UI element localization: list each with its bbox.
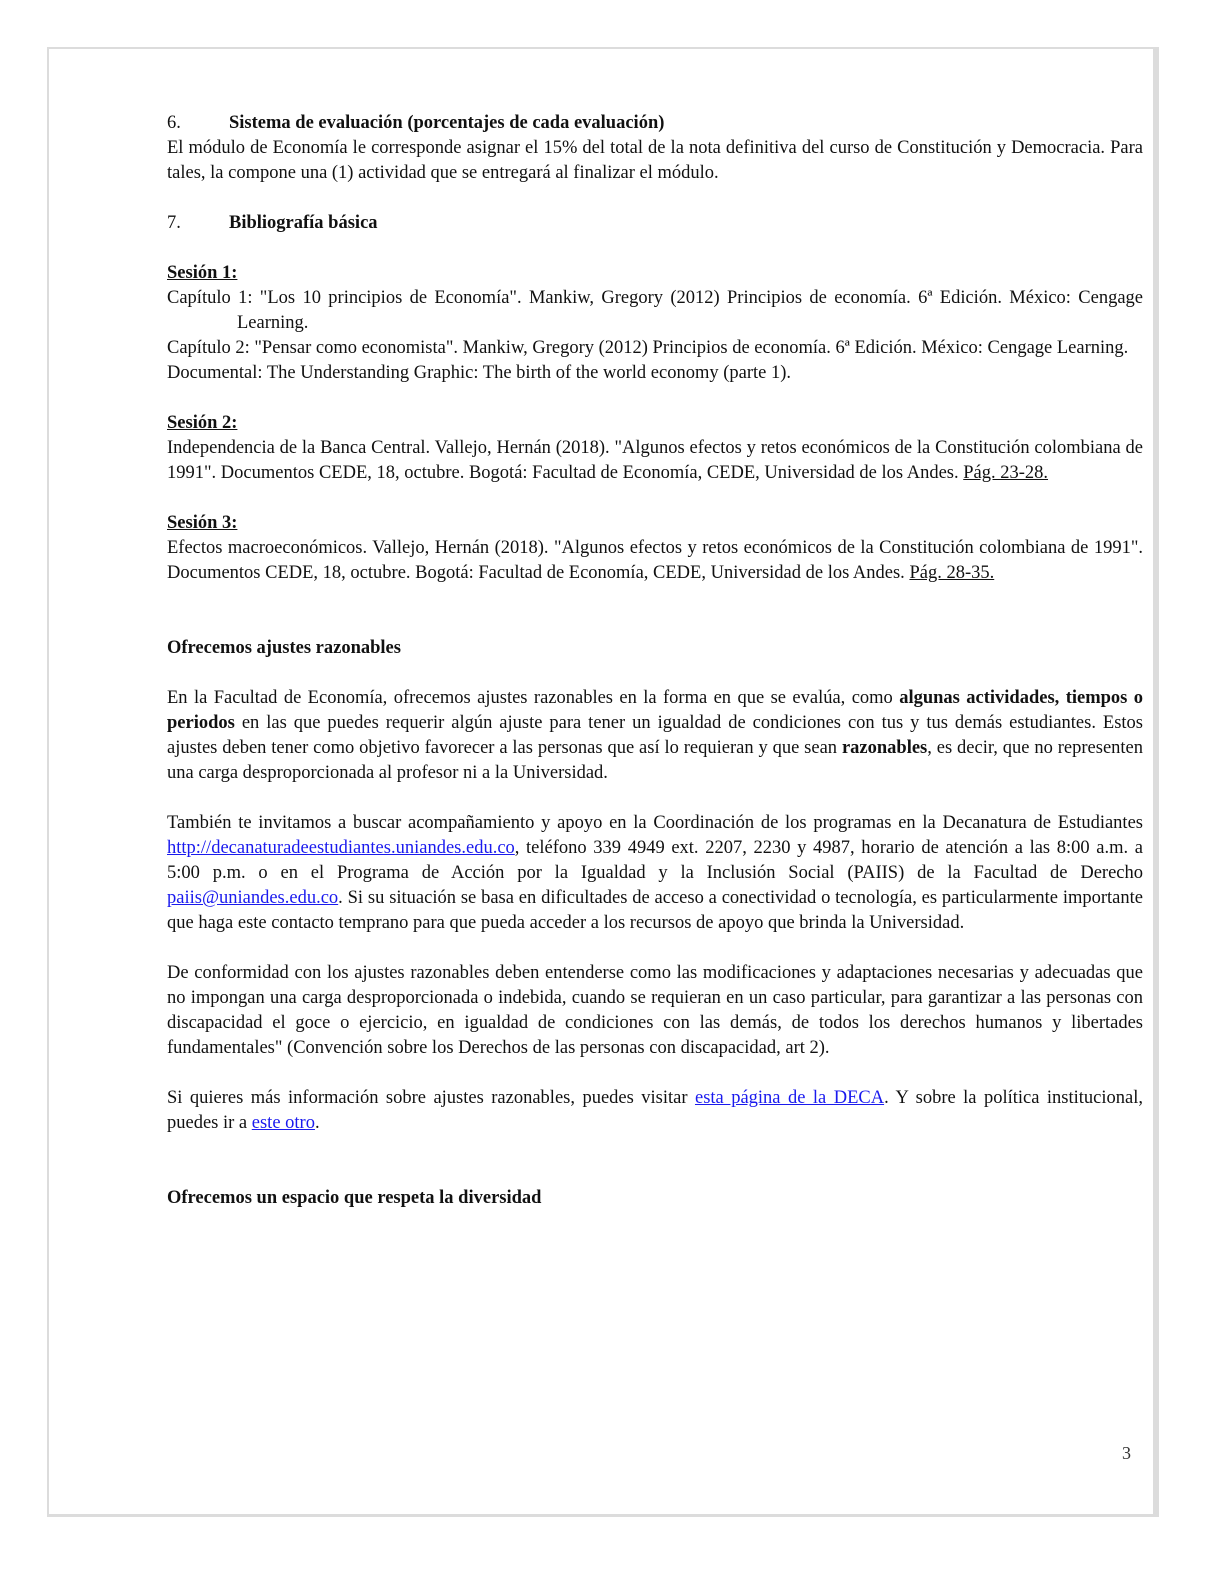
ajustes-heading: Ofrecemos ajustes razonables <box>167 638 401 658</box>
paragraph-text: . <box>314 1113 320 1133</box>
paragraph-text: . Y sobre la política institucional, puedes ir a <box>167 1088 1143 1133</box>
section-number: 6. <box>167 113 181 133</box>
paragraph-bold-text: razonables <box>841 738 928 758</box>
reference-pages: Pág. 23-28. <box>963 463 1049 483</box>
reference-item: Capítulo 1: "Los 10 principios de Economía". Mankiw, Gregory (2012) Principios de economía. 6ª Edición. México: Cengage Learning. <box>167 288 1143 333</box>
reference-text: Independencia de la Banca Central. Vallejo, Hernán (2018). "Algunos efectos y retos económicos de la Constitución colombiana de 1991". Documentos CEDE, 18, octubre. Bogotá: Facultad de Economía, CEDE, Universidad de los Andes. <box>167 438 1143 483</box>
paragraph-text: en las que puedes requerir algún ajuste para tener un igualdad de condiciones con tus y tus demás estudiantes. Estos ajustes deben tener como objetivo favorecer a las personas que así lo requieran y que sean <box>167 713 1144 758</box>
ajustes-paragraph-2 <box>167 811 1143 936</box>
paragraph-bold-text: algunas actividades, tiempos o periodos <box>167 688 1144 733</box>
reference-item: Capítulo 2: "Pensar como economista". Mankiw, Gregory (2012) Principios de economía. 6ª Edición. México: Cengage Learning. <box>167 338 1129 358</box>
section-number: 7. <box>167 213 181 233</box>
paiis-email-link[interactable]: paiis@uniandes.edu.co <box>167 888 339 908</box>
respeto-heading: Ofrecemos un espacio que respeta la diversidad <box>167 1188 542 1208</box>
paragraph-text: También te invitamos a buscar acompañamiento y apoyo en la Coordinación de los programas en la Decanatura de Estudiantes <box>167 813 1143 833</box>
session-1-heading: Sesión 1: <box>167 263 238 283</box>
reference-text: Efectos macroeconómicos. Vallejo, Hernán (2018). "Algunos efectos y retos económicos de la Constitución colombiana de 1991". Documentos CEDE, 18, octubre. Bogotá: Facultad de Economía, CEDE, Universidad de los Andes. <box>167 538 1143 583</box>
session-3-heading: Sesión 3: <box>167 513 238 533</box>
reference-pages: Pág. 28-35. <box>909 563 995 583</box>
reference-item: Documental: The Understanding Graphic: The birth of the world economy (parte 1). <box>167 363 792 383</box>
paragraph-text: En la Facultad de Economía, ofrecemos ajustes razonables en la forma en que se evalúa, como <box>167 688 893 708</box>
paragraph-text: Si quieres más información sobre ajustes razonables, puedes visitar <box>167 1088 688 1108</box>
decanatura-link[interactable]: http://decanaturadeestudiantes.uniandes.edu.co <box>167 838 515 858</box>
paragraph-text: , teléfono 339 4949 ext. 2207, 2230 y 4987, horario de atención a las 8:00 a.m. a 5:00 p.m. o en el Programa de Acción por la Igualdad y la Inclusión Social (PAIIS) de la Facultad de Derecho <box>167 838 1143 883</box>
section-6-body: El módulo de Economía le corresponde asignar el 15% del total de la nota definitiva del curso de Constitución y Democracia. Para tales, la compone una (1) actividad que se entregará al finalizar el módulo. <box>167 138 1143 183</box>
ajustes-paragraph-4 <box>167 1086 1143 1136</box>
session-3-reference <box>167 536 1143 586</box>
paragraph-text: . Si su situación se basa en dificultades de acceso a conectividad o tecnología, es particularmente importante que haga este contacto temprano para que pueda acceder a los recursos de apoyo que brinda la Universidad. <box>167 888 1143 933</box>
ajustes-paragraph-3: De conformidad con los ajustes razonables deben entenderse como las modificaciones y adaptaciones necesarias y adecuadas que no impongan una carga desproporcionada o indebida, cuando se requieran en un caso particular, para garantizar a las personas con discapacidad el goce o ejercicio, en igualdad de condiciones con las demás, de todos los derechos humanos y libertades fundamentales" (Convención sobre los Derechos de las personas con discapacidad, art 2). <box>167 963 1143 1058</box>
page-number: 3 <box>1122 1443 1131 1463</box>
section-title: Sistema de evaluación (porcentajes de cada evaluación) <box>229 113 665 133</box>
session-2-reference <box>167 436 1143 486</box>
page-content <box>167 111 1143 1211</box>
policy-link[interactable]: este otro <box>251 1113 315 1133</box>
section-7-heading <box>167 211 1143 236</box>
section-title: Bibliografía básica <box>229 213 378 233</box>
ajustes-paragraph-1 <box>167 686 1143 786</box>
document-page <box>47 47 1159 1517</box>
session-2-heading: Sesión 2: <box>167 413 238 433</box>
deca-page-link[interactable]: esta página de la DECA <box>694 1088 885 1108</box>
paragraph-text: , es decir, que no representen una carga desproporcionada al profesor ni a la Universidad. <box>167 738 1144 783</box>
section-6-heading <box>167 111 1143 136</box>
